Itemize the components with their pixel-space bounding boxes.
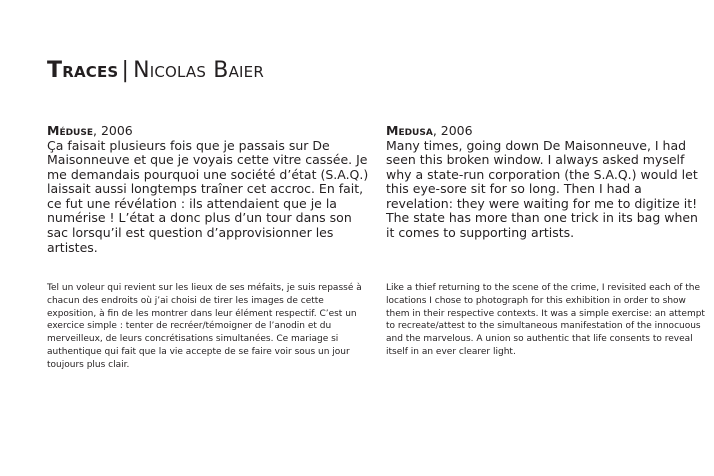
english-work-year: , 2006 xyxy=(432,123,473,138)
page-header xyxy=(47,58,264,84)
artist-name: Nicolas Baier xyxy=(133,58,264,83)
french-column xyxy=(47,124,369,255)
french-statement: Tel un voleur qui revient sur les lieux de ses méfaits, je suis repassé à chacun des endroits où j’ai choisi de tirer les images de cette exposition, à fin de les montrer dans leur élément respectif. C’est un exercice simple : tenter de recréer/témoigner de l’anodin et du merveilleux, de leurs concrétisations simultanées. Ce mariage si authentique qui fait que la vie accepte de se faire voir sous un jour toujours plus clair. xyxy=(47,283,362,370)
english-column xyxy=(386,124,708,241)
english-work-title: Medusa xyxy=(386,123,433,138)
exhibition-title: Traces xyxy=(47,58,119,83)
english-work-heading xyxy=(386,124,708,139)
english-work-text: Many times, going down De Maisonneuve, I had seen this broken window. I always asked myself why a state-run corporation (the S.A.Q.) would let this eye-sore sit for so long. Then I had a revelation: they were waiting for me to digitize it! The state has more than one trick in its bag when it comes to supporting artists. xyxy=(386,137,698,241)
french-work-text: Ça faisait plusieurs fois que je passais sur De Maisonneuve et que je voyais cette vitre cassée. Je me demandais pourquoi une société d’état (S.A.Q.) laissait aussi longtemps traîner cet accroc. En fait, ce fut une révélation : ils attendaient que je la numérise ! L’état a donc plus d’un tour dans son sac lorsqu’il est question d’approvisionner les artistes. xyxy=(47,137,369,255)
french-work-year: , 2006 xyxy=(93,123,133,138)
french-work-heading xyxy=(47,124,369,139)
english-statement: Like a thief returning to the scene of the crime, I revisited each of the locations I chose to photograph for this exhibition in order to show them in their respective contexts. It was a simple exercise: an attempt to recreate/attest to the simultaneous manifestation of the innocuous and the marvelous. A union so authentic that life consents to reveal itself in an ever clearer light. xyxy=(386,283,705,357)
title-separator: | xyxy=(121,58,130,83)
french-work-title: Méduse xyxy=(47,123,93,138)
